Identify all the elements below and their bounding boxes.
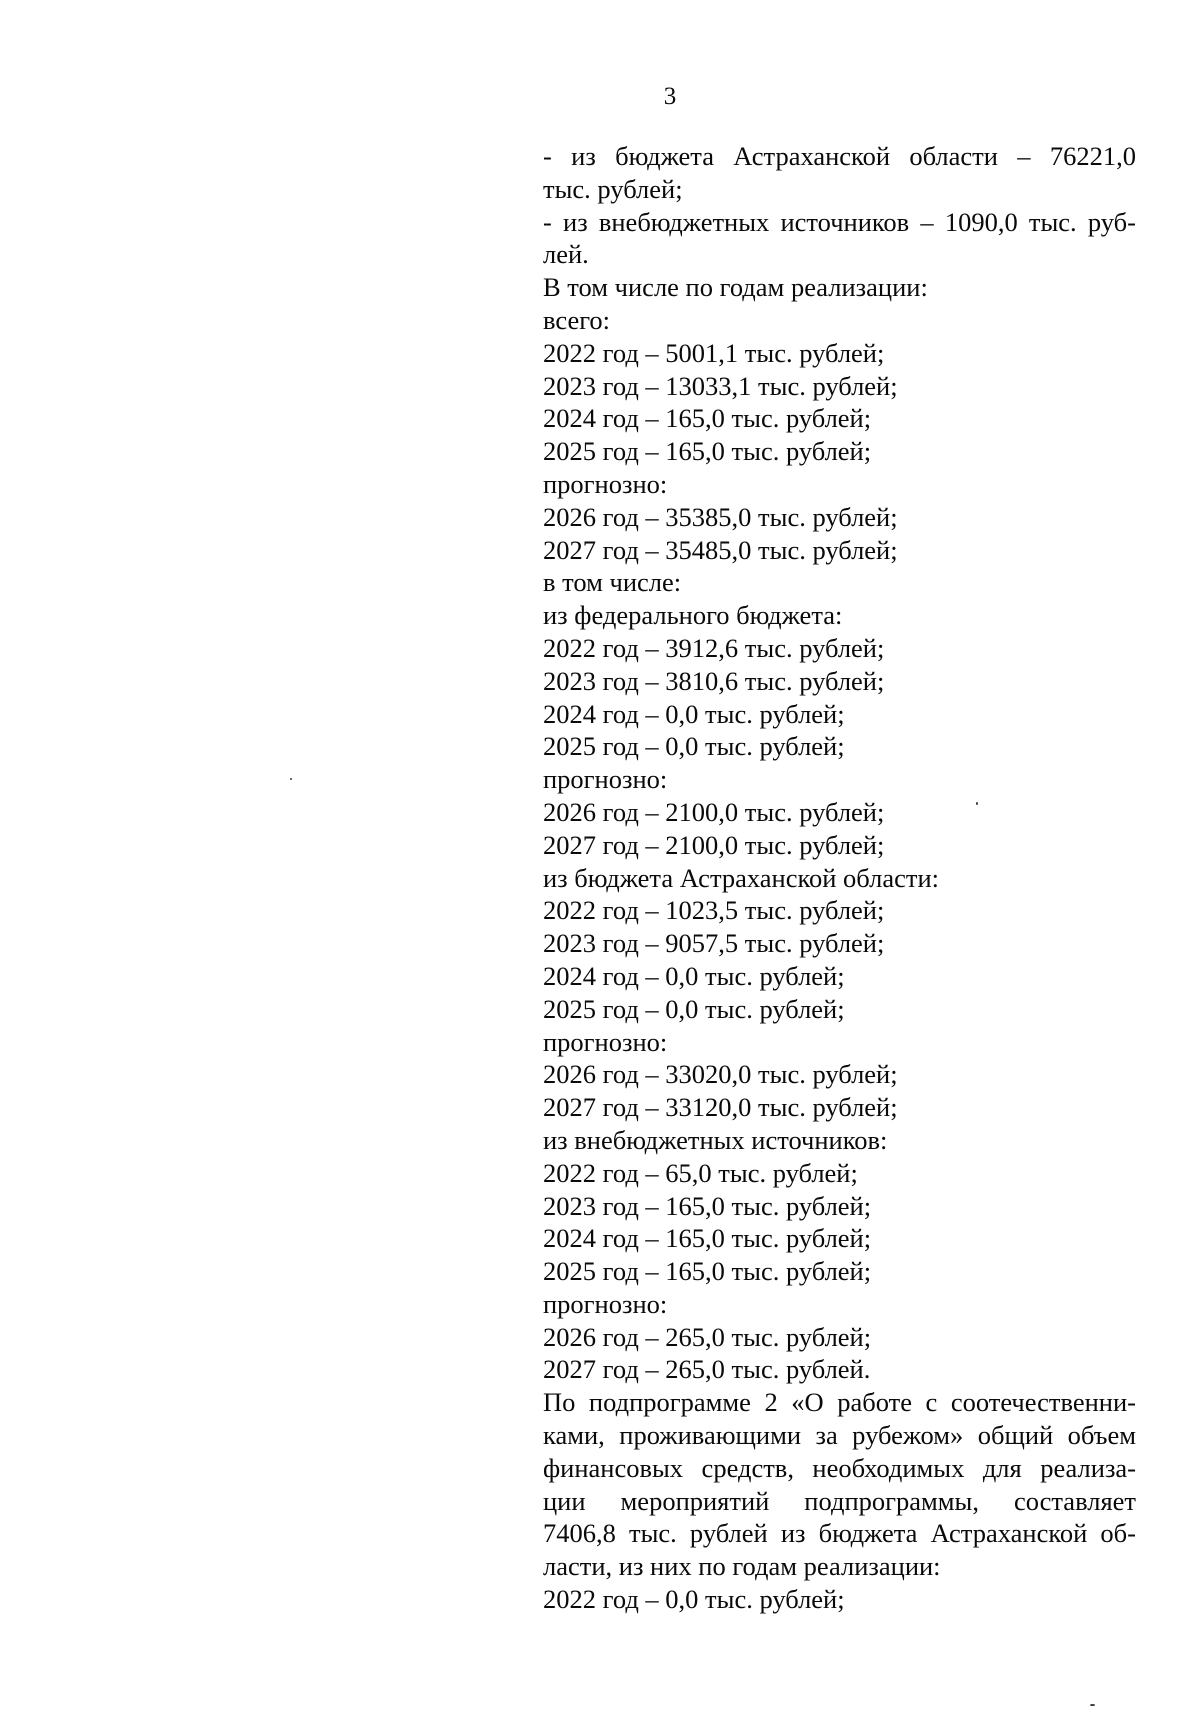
text-line: 2023 год – 9057,5 тыс. рублей; [543, 928, 885, 959]
text-line: 2024 год – 0,0 тыс. рублей; [543, 698, 845, 729]
text-line: 2023 год – 3810,6 тыс. рублей; [543, 665, 885, 696]
text-line: 2025 год – 0,0 тыс. рублей; [543, 731, 845, 762]
text-line: 2027 год – 265,0 тыс. рублей. [543, 1354, 871, 1385]
text-line: ласти, из них по годам реализации: [543, 1551, 941, 1582]
text-line: из внебюджетных источников: [543, 1124, 888, 1155]
text-line: 2022 год – 5001,1 тыс. рублей; [543, 337, 885, 368]
page-number: 3 [663, 83, 677, 110]
text-line: 7406,8 тыс. рублей из бюджета Астраханской об- [543, 1518, 1136, 1549]
text-line: 2024 год – 165,0 тыс. рублей; [543, 1223, 872, 1254]
text-line: 2023 год – 13033,1 тыс. рублей; [543, 370, 898, 401]
text-line: прогнозно: [543, 1026, 668, 1057]
text-line: 2026 год – 33020,0 тыс. рублей; [543, 1059, 898, 1090]
text-line: из бюджета Астраханской области: [543, 862, 939, 893]
text-line: ками, проживающими за рубежом» общий объем [543, 1420, 1136, 1451]
text-line: - из внебюджетных источников – 1090,0 тыс. руб- [543, 206, 1136, 237]
text-line: прогнозно: [543, 1288, 668, 1319]
text-line: 2025 год – 165,0 тыс. рублей; [543, 1256, 872, 1287]
text-line: всего: [543, 304, 611, 335]
text-line: в том числе: [543, 567, 682, 598]
text-line: лей. [543, 239, 589, 270]
scan-speck [1090, 1704, 1095, 1706]
text-line: 2025 год – 165,0 тыс. рублей; [543, 436, 872, 467]
text-line: 2026 год – 35385,0 тыс. рублей; [543, 501, 898, 532]
text-line: 2023 год – 165,0 тыс. рублей; [543, 1190, 872, 1221]
text-line: В том числе по годам реализации: [543, 272, 928, 303]
text-line: 2027 год – 35485,0 тыс. рублей; [543, 534, 898, 565]
text-line: 2027 год – 2100,0 тыс. рублей; [543, 829, 885, 860]
text-line: 2024 год – 0,0 тыс. рублей; [543, 960, 845, 991]
text-line: 2026 год – 265,0 тыс. рублей; [543, 1321, 872, 1352]
text-line: из федерального бюджета: [543, 600, 843, 631]
text-line: прогнозно: [543, 764, 668, 795]
text-line: ции мероприятий подпрограммы, составляет [543, 1485, 1136, 1516]
text-line: 2022 год – 65,0 тыс. рублей; [543, 1157, 858, 1188]
text-line: 2024 год – 165,0 тыс. рублей; [543, 403, 872, 434]
document-body [543, 140, 1136, 1616]
text-line: 2026 год – 2100,0 тыс. рублей; [543, 796, 885, 827]
text-line: финансовых средств, необходимых для реализа- [543, 1452, 1136, 1483]
text-line: 2022 год – 1023,5 тыс. рублей; [543, 895, 885, 926]
text-line: По подпрограмме 2 «О работе с соотечественни- [543, 1387, 1136, 1418]
scan-speck [976, 802, 978, 805]
text-line: 2027 год – 33120,0 тыс. рублей; [543, 1092, 898, 1123]
text-line: тыс. рублей; [543, 173, 683, 204]
text-line: 2022 год – 3912,6 тыс. рублей; [543, 632, 885, 663]
text-line: 2025 год – 0,0 тыс. рублей; [543, 993, 845, 1024]
text-line: - из бюджета Астраханской области – 76221,0 [543, 141, 1136, 171]
text-line: 2022 год – 0,0 тыс. рублей; [543, 1584, 845, 1615]
scan-speck [290, 778, 292, 780]
text-line: прогнозно: [543, 468, 668, 499]
